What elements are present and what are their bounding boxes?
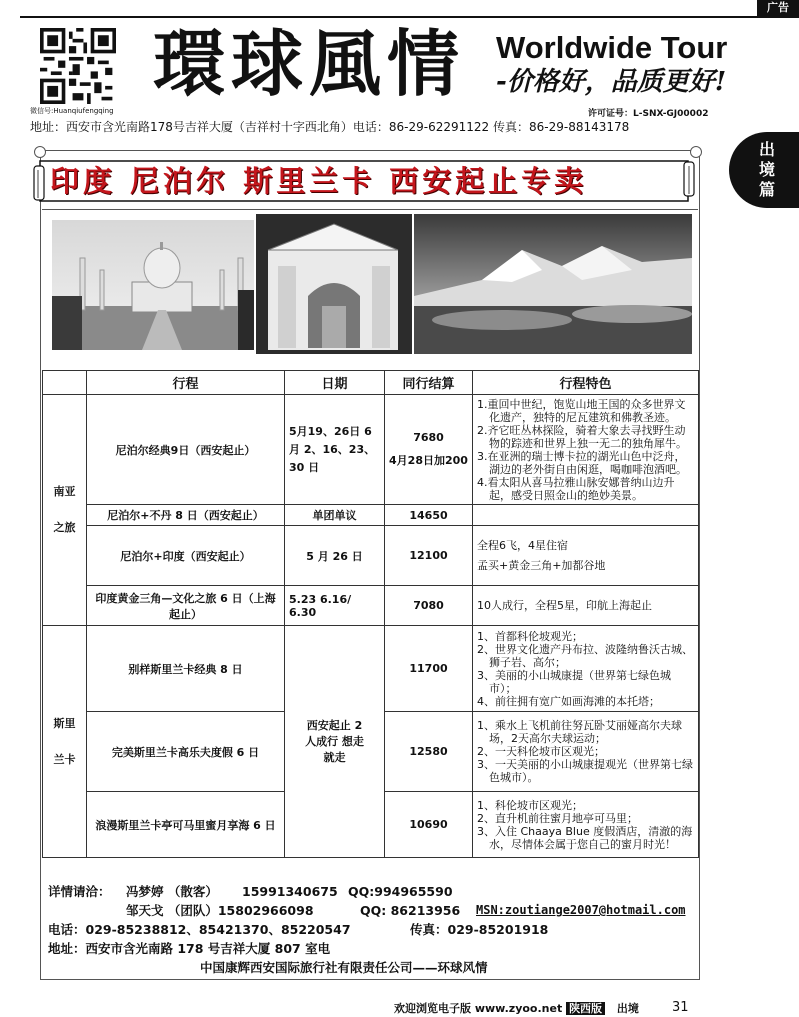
tour-table bbox=[42, 370, 699, 858]
tour-dates: 单团单议 bbox=[285, 505, 385, 526]
tour-features: 1、首都科伦坡观光； 2、世界文化遗产丹布拉、波隆纳鲁沃古城、狮子岩、高尔； 3、美丽的小山城康提（世界第七绿色城市）； 4、前往拥有宽广如画海滩的本托塔； bbox=[473, 626, 699, 712]
contact-msn[interactable]: MSN:zoutiange2007@hotmail.com bbox=[476, 903, 686, 917]
footer-section: 出境 bbox=[616, 1002, 639, 1015]
table-corner bbox=[43, 371, 87, 395]
ad-tag: 广告 bbox=[757, 0, 799, 16]
tour-price: 14650 bbox=[385, 505, 473, 526]
office-fax: 传真：029-85201918 bbox=[410, 922, 549, 937]
table-row bbox=[43, 626, 699, 712]
tour-dates: 西安起止 2人成行 想走就走 bbox=[285, 626, 385, 858]
contact-name-individual: 冯梦婷 （散客） bbox=[126, 884, 218, 899]
table-row bbox=[43, 395, 699, 505]
tour-features: 1.重回中世纪，饱览山地王国的众多世界文化遗产，独特的尼瓦建筑和佛教圣迹。 2.齐它旺丛林探险，骑着大象去寻找野生动物的踪迹和世界上独一无二的独角犀牛。 3.在亚洲的瑞士博卡拉的湖光山色中泛舟，湖边的老外街自由闲逛，喝咖啡泡酒吧。 4.看太阳从喜马拉雅山脉安娜普纳山边升起，感受日照金山的绝妙美景。 bbox=[473, 395, 699, 505]
section-tab-label: 出境篇 bbox=[759, 140, 776, 199]
frame-curl-icon bbox=[690, 146, 702, 158]
footer bbox=[394, 1000, 639, 1016]
header-features: 行程特色 bbox=[473, 371, 699, 395]
price-note: 4月28日加200 bbox=[389, 454, 468, 467]
tour-price: 7080 bbox=[385, 586, 473, 626]
tour-features: 1、乘水上飞机前往努瓦卧艾丽娅高尔夫球场，2天高尔夫球运动； 2、一天科伦坡市区观光； 3、一天美丽的小山城康提观光（世界第七绿色城市）。 bbox=[473, 712, 699, 792]
region-south-asia: 南亚之旅 bbox=[43, 395, 87, 626]
contact-qq-individual: QQ:994965590 bbox=[348, 884, 453, 899]
tour-price: 7680 4月28日加200 bbox=[385, 395, 473, 505]
footer-website[interactable]: 欢迎浏览电子版 www.zyoo.net bbox=[394, 1002, 563, 1015]
route-name: 别样斯里兰卡经典 8 日 bbox=[87, 626, 285, 712]
tour-dates: 5 月 26 日 bbox=[285, 526, 385, 586]
route-name: 完美斯里兰卡高乐夫度假 6 日 bbox=[87, 712, 285, 792]
region-sri-lanka: 斯里兰卡 bbox=[43, 626, 87, 858]
top-rule bbox=[20, 16, 799, 18]
header-route: 行程 bbox=[87, 371, 285, 395]
contact-qq-group: QQ: 86213956 bbox=[360, 903, 461, 918]
page-number: 31 bbox=[672, 1000, 689, 1015]
table-header-row bbox=[43, 371, 699, 395]
tour-price: 10690 bbox=[385, 792, 473, 858]
brand-logo-cn: 環球風情 bbox=[153, 21, 466, 106]
wechat-id: 微信号:Huanqiufengqing bbox=[30, 107, 114, 115]
himalaya-photo bbox=[414, 214, 692, 354]
header-price: 同行结算 bbox=[385, 371, 473, 395]
tour-features: 10人成行，全程5星，印航上海起止 bbox=[473, 586, 699, 626]
route-name: 尼泊尔+不丹 8 日（西安起止） bbox=[87, 505, 285, 526]
taj-mahal-photo bbox=[52, 220, 254, 350]
tour-features: 1、科伦坡市区观光； 2、直升机前往蜜月地亭可马里； 3、入住 Chaaya Blue 度假酒店，清澈的海水，尽情体会属于您自己的蜜月时光！ bbox=[473, 792, 699, 858]
office-address: 地址：西安市含光南路 178 号吉祥大厦 807 室电 bbox=[48, 941, 331, 956]
company-name: 中国康辉西安国际旅行社有限责任公司——环球风情 bbox=[200, 960, 488, 975]
table-row bbox=[43, 586, 699, 626]
contact-name-group: 邹天戈 （团队）15802966098 bbox=[126, 903, 314, 918]
contact-label: 详情请洽： bbox=[48, 884, 111, 899]
route-name: 印度黄金三角—文化之旅 6 日（上海起止） bbox=[87, 586, 285, 626]
tour-dates: 5月19、26日 6月 2、16、23、30 日 bbox=[285, 395, 385, 505]
temple-photo bbox=[256, 214, 412, 354]
footer-edition-badge: 陕西版 bbox=[566, 1002, 605, 1015]
contact-phone-individual: 15991340675 bbox=[242, 884, 338, 899]
qr-code-icon bbox=[38, 28, 118, 104]
tour-features bbox=[473, 505, 699, 526]
address-bar: 地址：西安市含光南路178号吉祥大厦（吉祥村十字西北角）电话：86-29-62291122 传真：86-29-88143178 bbox=[30, 120, 630, 134]
table-row bbox=[43, 505, 699, 526]
brand-logo-en: Worldwide Tour bbox=[496, 30, 728, 65]
route-name: 尼泊尔经典9日（西安起止） bbox=[87, 395, 285, 505]
section-tab bbox=[729, 132, 799, 208]
page-title: 印度 尼泊尔 斯里兰卡 西安起止专卖 bbox=[50, 164, 588, 198]
route-name: 浪漫斯里兰卡亭可马里蜜月享海 6 日 bbox=[87, 792, 285, 858]
destination-photos bbox=[42, 209, 698, 371]
slogan: -价格好，品质更好! bbox=[496, 67, 727, 97]
office-phone: 电话：029-85238812、85421370、85220547 bbox=[48, 922, 351, 937]
route-name: 尼泊尔+印度（西安起止） bbox=[87, 526, 285, 586]
frame-curl-icon bbox=[34, 146, 46, 158]
tour-features: 全程6飞，4星住宿 孟买+黄金三角+加都谷地 bbox=[473, 526, 699, 586]
license-number: 许可证号：L-SNX-GJ00002 bbox=[588, 109, 709, 119]
tour-price: 11700 bbox=[385, 626, 473, 712]
tour-price: 12580 bbox=[385, 712, 473, 792]
header-date: 日期 bbox=[285, 371, 385, 395]
table-row bbox=[43, 526, 699, 586]
tour-price: 12100 bbox=[385, 526, 473, 586]
contact-block bbox=[42, 882, 698, 977]
tour-dates: 5.23 6.16/ 6.30 bbox=[285, 586, 385, 626]
